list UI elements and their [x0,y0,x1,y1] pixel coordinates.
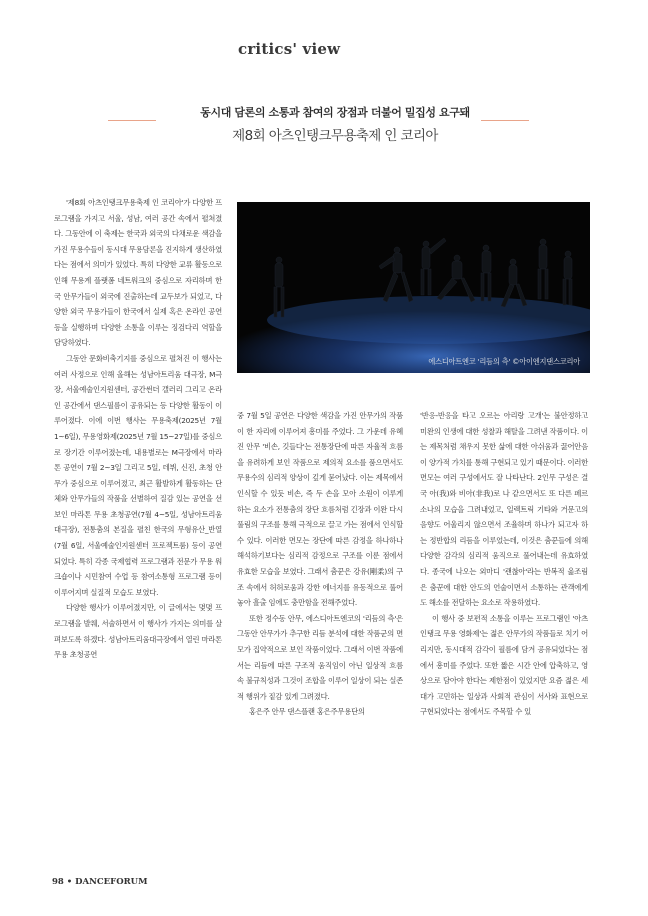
paragraph: 중 7월 5일 공연은 다양한 색감을 가진 안무가의 작품이 한 자리에 이루어져 흥미를 주었다. 그 가운데 유혜진 안무 '비손, 깃들다'는 전통장단에 따른 자율적 흐름을 유려하게 보인 작품으로 제의적 요소를 품으면서도 무용수의 심리적 양상이 깊게 묻어났다. 이는 제목에서 인식할 수 있듯 비손, 즉 두 손을 모아 소원이 이루게 하는 요소가 전통춤의 장단 흐름처럼 긴장과 이완 다시 풀림의 구조를 통해 극적으로 끌고 가는 점에서 인식할 수 있다. 이러한 면모는 장단에 따른 감정을 하나하나 해석하기보다는 심리적 감정으로 구조를 이룬 점에서 유효한 모습을 보였다. 그래서 춤꾼은 강유(剛柔)의 구조 속에서 허허로움과 강한 에너지를 유동적으로 풀어놓아 흘출 임에도 충만함을 전해주었다. [237,411,403,608]
article-headline: 동시대 담론의 소통과 참여의 장점과 더불어 밀집성 요구돼 [200,106,470,119]
paragraph: 그동안 문화비축기지를 중심으로 펼쳐진 이 행사는 여러 사정으로 인해 올해는 성남아트리움 대극장, M극장, 서울예술인지원센터, 공간썬더 갤러리 그리고 온라인 공간에서 댄스필름이 공유되는 등 다양한 활동이 이루어졌다. 이에 이번 행사는 무용축제(2025년 7월 1~6일), 무용영화제(2025년 7월 15~27일)를 중심으로 장기간 이루어졌는데, 내용별로는 M극장에서 마라톤 공연이 7월 2~3일 그리고 5일, 데뷔, 신진, 초청 안무가 중심으로 이루어졌고, 최근 활발하게 활동하는 단체와 안무가들의 작품을 선별하여 질감 있는 공연을 선보인 마라톤 무용 초청공연(7월 4~5일, 성남아트리움 대극장), 전통춤의 본질을 펼친 한국의 무형유산_반열(7월 6일, 서울예술인지원센터 프로젝트룸) 등이 공연되었다. 특히 각종 국제협력 프로그램과 전문가 무용 워크숍이나 시민참여 수업 등 참여소통형 프로그램 등이 이루어지며 실질적 모습도 보였다. [54,353,222,597]
body-column-1 [54,195,222,663]
body-column-2 [237,408,403,720]
headline-rule-right [481,120,529,121]
photo-caption: 에스디아트엔코 '리듬의 측' ©아이엔지댄스코리아 [428,357,580,366]
paragraph: 또한 정수동 안무, 에스디아트엔코의 '리듬의 측'은 그동안 안무가가 추구한 리듬 분석에 대한 작품군의 면모가 집약적으로 보인 작품이었다. 그래서 이번 작품에서는 리듬에 따른 구조적 움직임이 아닌 일상적 흐름 속 불규칙성과 그것이 조합을 이루어 일상이 되는 실존적 행위가 짙감 있게 그려졌다. [237,613,403,701]
paragraph: 다양한 행사가 이루어졌지만, 이 글에서는 몇몇 프로그램을 발췌, 서술하면서 이 행사가 가지는 의미를 살펴보도록 하겠다. 성남아트리움대극장에서 열린 마라톤 무용 초청공연 [54,603,222,660]
headline-rule-left [108,120,156,121]
paragraph: '반응-반응을 타고 오르는 아리랑 고개'는 불안정하고 미완의 인생에 대한 성찰과 해탈을 그려낸 작품이다. 이는 제목처럼 채우지 못한 삶에 대한 아쉬움과 끓어안음이 양가적 가치를 통해 구현되고 있기 때문이다. 이러한 면모는 여러 구성에서도 잘 나타난다. 2인무 구성은 결국 아(我)와 비아(非我)로 나 같으면서도 또 다른 페르소나의 모습을 그려내었고, 일렉트릭 기타와 거문고의 음향도 어울리지 않으면서 조율하며 하나가 되고자 하는 정반합의 리듬을 이루었는데, 이것은 춤꾼들에 의해 다양한 감각의 심리적 움직으로 풀어내는데 유효하였다. 종국에 나오는 외마디 '괜찮아'라는 반복적 읊조림은 춤꾼에 대한 안도의 언술이면서 소통하는 관객에게도 해소를 전달하는 요소로 작용하였다. [420,411,588,608]
page-folio: 98 • DANCEFORUM [52,877,148,887]
performance-photo [237,202,590,373]
paragraph: 이 행사 중 보편적 소통을 이루는 프로그램인 '아츠인탱크 무용 영화제'는 젊은 안무가의 작품들로 치기 어리지만, 동시대적 감각이 필름에 담겨 공유되었다는 점에서 흥미를 주었다. 또한 짧은 시간 안에 압축하고, 영상으로 담아야 한다는 제한점이 있었지만 요즘 젊은 세대가 고민하는 일상과 사회적 관심이 서사와 표현으로 구현되었다는 점에서도 주목할 수 있 [420,613,588,717]
body-column-3 [420,408,588,720]
paragraph: 홍은주 안무 댄스플랜 홍은주무용단의 [249,707,365,717]
section-label: critics' view [238,40,341,58]
paragraph: '제8회 아츠인탱크무용축제 인 코리아'가 다양한 프로그램을 가지고 서울, 성남, 여러 공간 속에서 펼쳐졌다. 그동안에 이 축제는 한국과 외국의 다채로운 색감을 가진 무용수들이 동시대 무용담론을 진지하게 생산하였다는 점에서 의미가 있었다. 특히 다양한 교류 활동으로 인해 무용계 플랫폼 네트워크의 중심으로 자리하며 한국 안무가들이 외국에 진출하는데 교두보가 되었고, 다양한 외국 무용가들이 한국에서 실제 혹은 온라인 공연 등을 실행하며 다양한 소통을 이루는 징검다리 역할을 담당하였다. [54,198,222,348]
stage-image [237,202,590,373]
article-subhead: 제8회 아츠인탱크무용축제 인 코리아 [232,128,438,144]
